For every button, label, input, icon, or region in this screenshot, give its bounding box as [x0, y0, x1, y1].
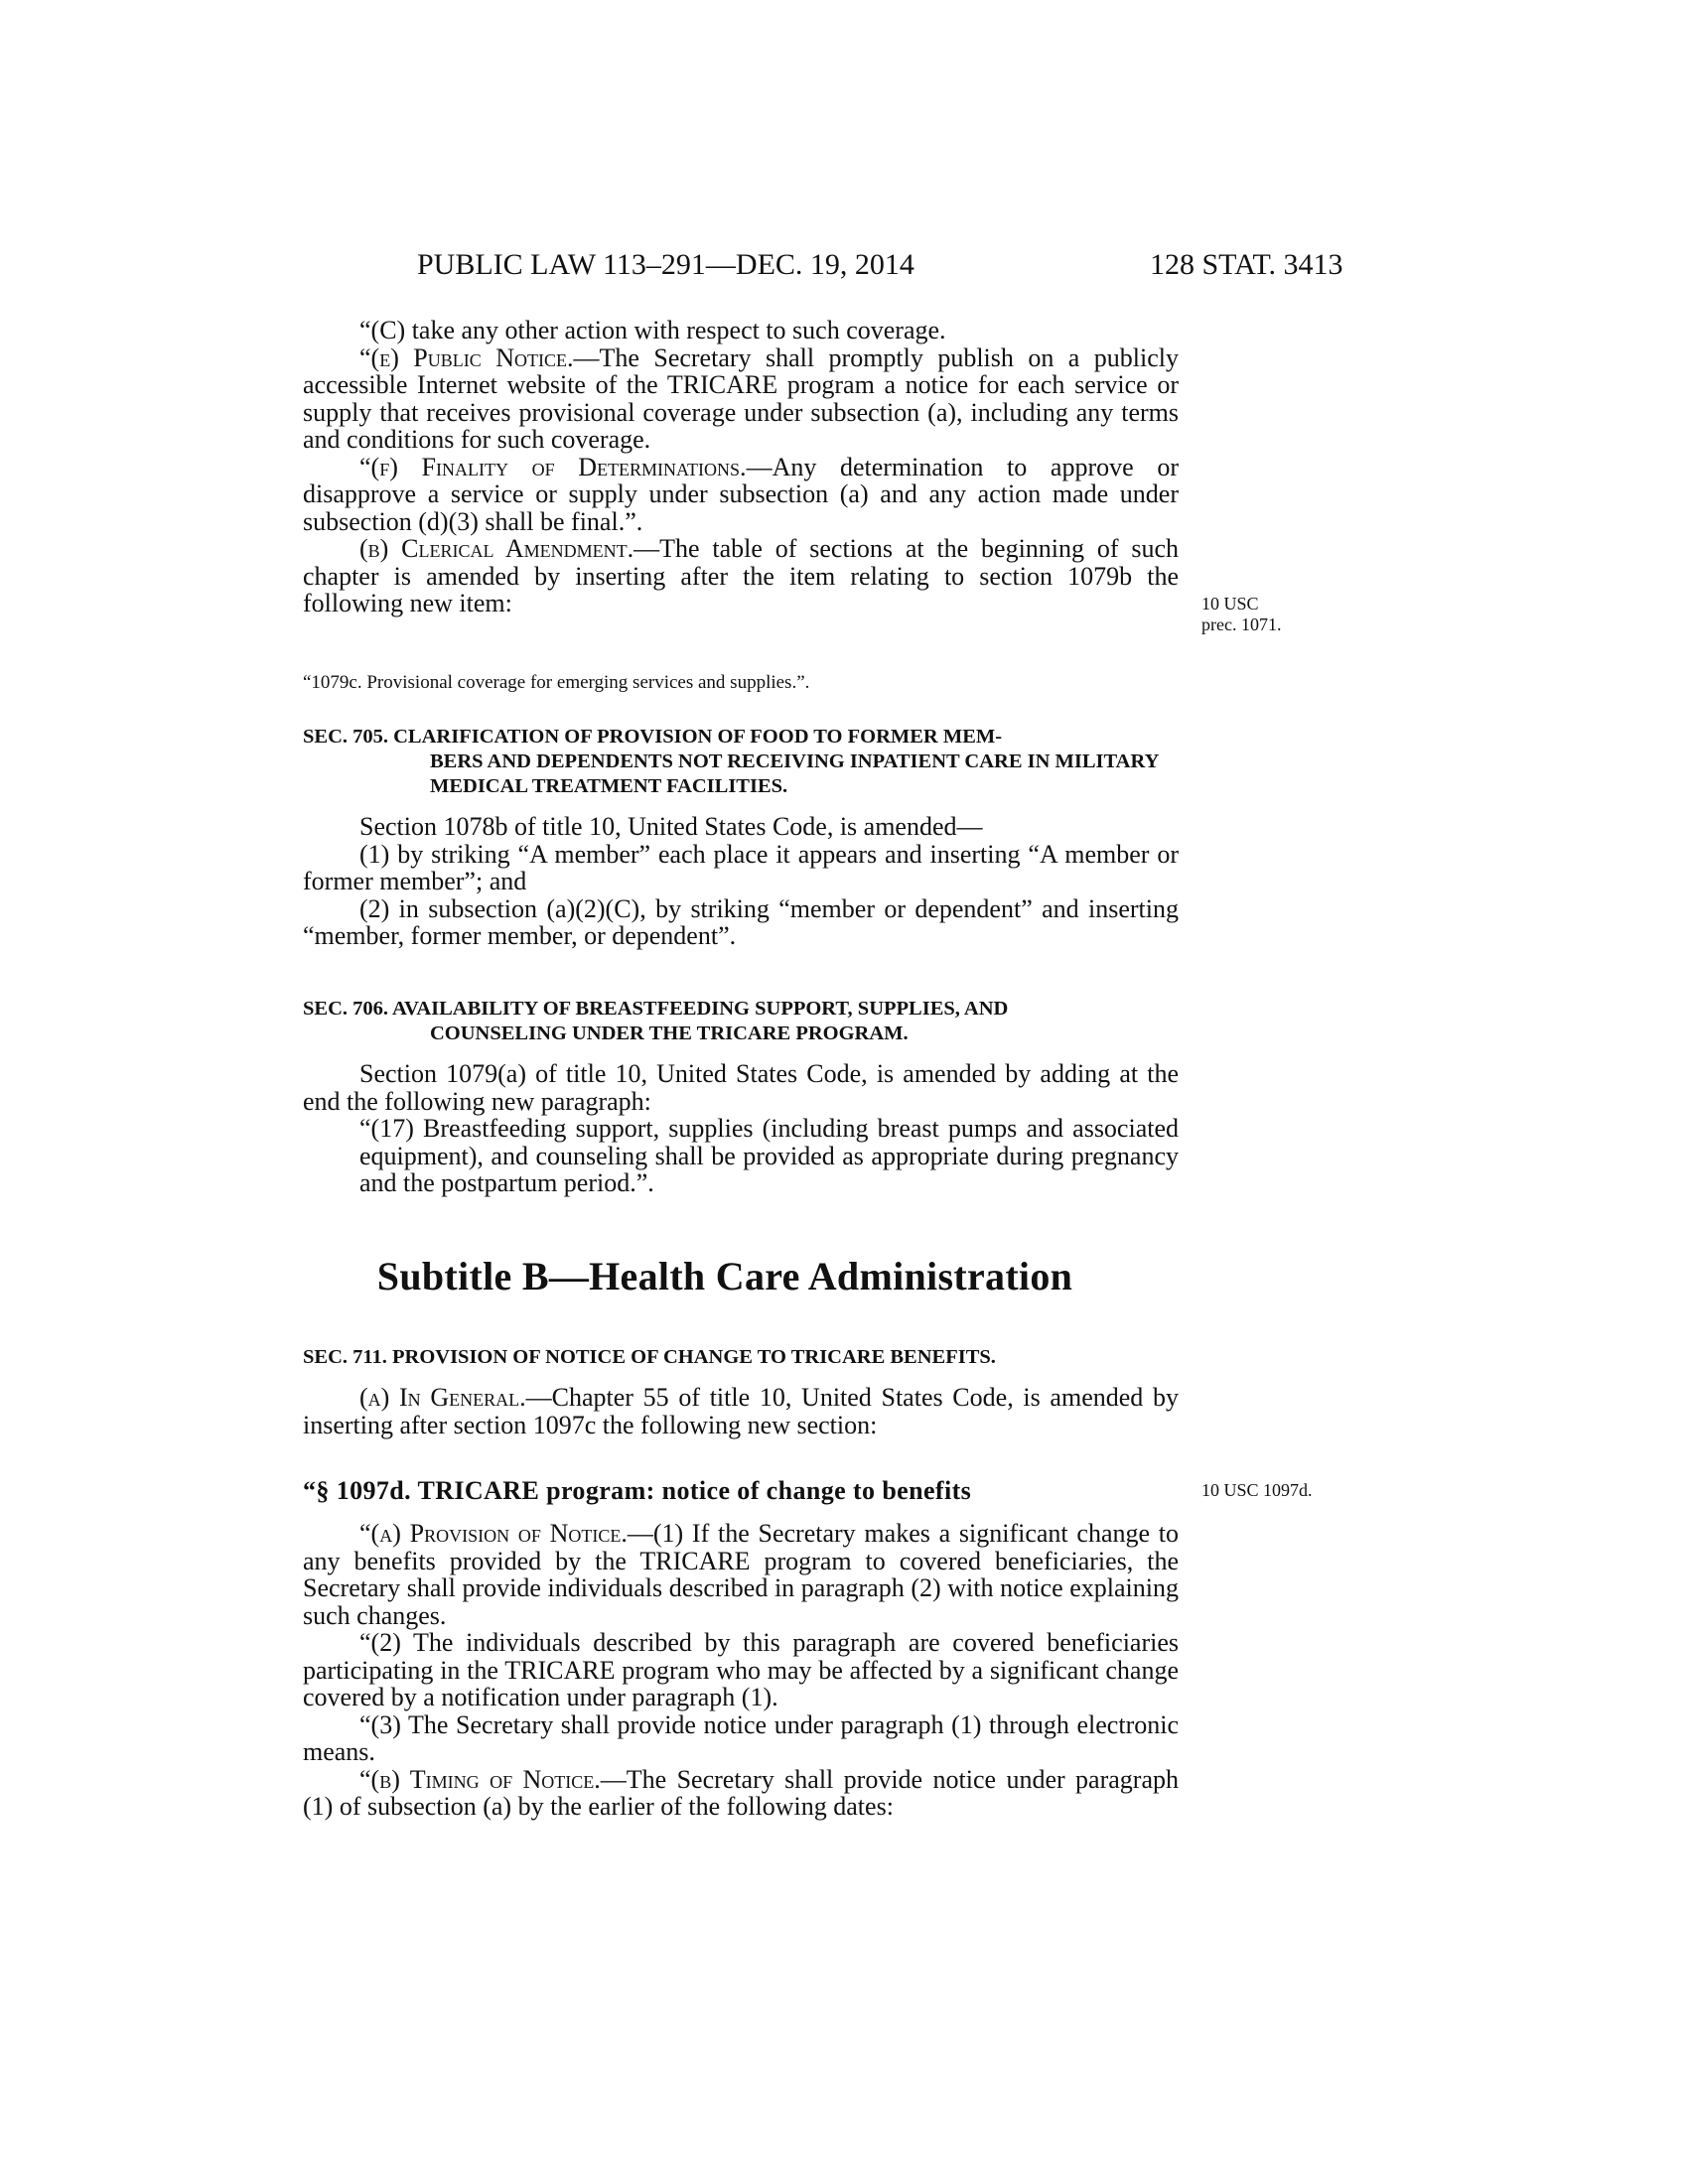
paragraph-f-text: —Any determination to approve or disapprove a service or supply under subsection (a) and any action made under subsection (d)(3) shall be final.”. — [303, 452, 1179, 536]
running-header-page-number: 128 STAT. 3413 — [1150, 248, 1343, 281]
margin-note-usc-1097d: 10 USC 1097d. — [1201, 1480, 1313, 1500]
section-1097d — [303, 1476, 1179, 1821]
section-1097d-heading: “§ 1097d. TRICARE program: notice of change to benefits — [303, 1476, 972, 1505]
section-711-a-label: (a) In General. — [359, 1383, 526, 1412]
paragraph-b-label: (b) Clerical Amendment. — [359, 534, 634, 563]
section-706 — [303, 997, 1179, 1197]
section-705-heading-line1: SEC. 705. CLARIFICATION OF PROVISION OF FOOD TO FORMER MEM- — [303, 726, 1003, 748]
subtitle-heading: Subtitle B—Health Care Administration — [376, 1254, 1073, 1298]
section-706-heading — [303, 997, 1179, 1046]
section-706-paragraph-17: “(17) Breastfeeding support, supplies (including breast pumps and associated equipment), and counseling shall be provided as appropriate during pregnancy and the postpartum period.”. — [359, 1114, 1179, 1197]
section-705-heading — [303, 725, 1179, 799]
section-1097d-b-text: —The Secretary shall provide notice under paragraph (1) of subsection (a) by the earlier of the following dates: — [303, 1764, 1179, 1821]
section-1097d-subsection-b — [303, 1766, 1179, 1821]
section-705-intro: Section 1078b of title 10, United States Code, is amended— — [359, 812, 983, 841]
section-706-intro: Section 1079(a) of title 10, United States Code, is amended by adding at the end the following new paragraph: — [303, 1059, 1179, 1116]
paragraph-e-text: —The Secretary shall promptly publish on a publicly accessible Internet website of the TRICARE program a notice for each service or supply that receives provisional coverage under subsection (a), including any terms and conditions for such coverage. — [303, 342, 1179, 454]
section-1097d-paragraph-2: “(2) The individuals described by this paragraph are covered beneficiaries participating in the TRICARE program who may be affected by a significant change covered by a notification under paragraph (1). — [303, 1628, 1179, 1711]
section-705-item-2: (2) in subsection (a)(2)(C), by striking “member or dependent” and inserting “member, former member, or dependent”. — [303, 893, 1179, 950]
table-of-sections-item — [303, 671, 1179, 695]
section-705 — [303, 725, 1179, 950]
section-1097d-paragraph-3: “(3) The Secretary shall provide notice under paragraph (1) through electronic means. — [303, 1709, 1179, 1766]
margin-note-line-2: prec. 1071. — [1201, 614, 1282, 634]
section-1097d-subsection-a — [303, 1520, 1179, 1629]
margin-note-usc-prec — [1201, 594, 1340, 635]
paragraph-f-label: “(f) Finality of Determinations. — [359, 452, 747, 481]
toc-item-1079c: “1079c. Provisional coverage for emerging services and supplies.”. — [303, 672, 810, 693]
subsection-c-continuation — [303, 317, 1179, 617]
section-705-heading-rest: BERS AND DEPENDENTS NOT RECEIVING INPATIENT CARE IN MILITARY MEDICAL TREATMENT FACILITIES. — [430, 751, 1159, 797]
paragraph-c-other-action: “(C) take any other action with respect to such coverage. — [359, 316, 946, 344]
section-711-subsection-a — [303, 1384, 1179, 1438]
subtitle-block — [303, 1253, 1147, 1299]
section-706-heading-line1: SEC. 706. AVAILABILITY OF BREASTFEEDING SUPPORT, SUPPLIES, AND — [303, 998, 1009, 1020]
paragraph-b-clerical-amendment — [303, 535, 1179, 617]
section-1097d-b-label: “(b) Timing of Notice. — [359, 1764, 601, 1794]
paragraph-b-text: —The table of sections at the beginning of such chapter is amended by inserting after the item relating to section 1079b the following new item: — [303, 534, 1179, 617]
paragraph-e-label: “(e) Public Notice. — [359, 342, 574, 372]
paragraph-f-finality — [303, 454, 1179, 536]
section-711-a-text: —Chapter 55 of title 10, United States Code, is amended by inserting after section 1097c the following new section: — [303, 1383, 1179, 1439]
section-1097d-a-text: —(1) If the Secretary makes a significant change to any benefits provided by the TRICARE program to covered beneficiaries, the Secretary shall provide individuals described in paragraph (2) with notice explaining such changes. — [303, 1519, 1179, 1630]
paragraph-e-public-notice — [303, 344, 1179, 454]
section-706-heading-rest: COUNSELING UNDER THE TRICARE PROGRAM. — [430, 1023, 909, 1044]
running-header-title: PUBLIC LAW 113–291—DEC. 19, 2014 — [417, 248, 914, 281]
section-711-heading: SEC. 711. PROVISION OF NOTICE OF CHANGE TO TRICARE BENEFITS. — [303, 1346, 996, 1368]
section-711 — [303, 1345, 1179, 1438]
margin-note-line-1: 10 USC — [1201, 594, 1259, 614]
section-1097d-a-label: “(a) Provision of Notice. — [359, 1519, 628, 1548]
section-705-item-1: (1) by striking “A member” each place it appears and inserting “A member or former member”; and — [303, 839, 1179, 895]
